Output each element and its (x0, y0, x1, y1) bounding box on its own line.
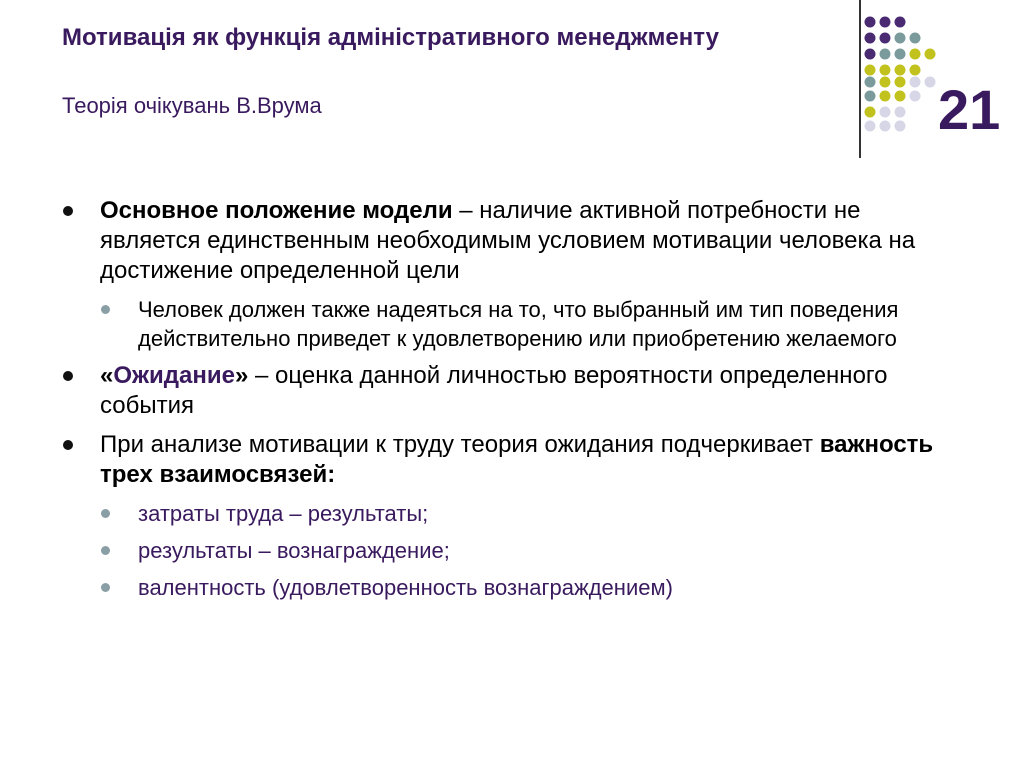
decorative-dot (910, 49, 921, 60)
decorative-dot (925, 49, 936, 60)
decorative-dot (880, 17, 891, 28)
decorative-dot (895, 121, 906, 132)
slide-title: Мотивація як функція адміністративного менеджменту (62, 24, 719, 51)
decorative-dot (895, 33, 906, 44)
decorative-dot (895, 65, 906, 76)
bullet-list (62, 196, 962, 610)
sub-bullet-item (62, 573, 962, 602)
decorative-dot (925, 77, 936, 88)
decorative-dot (895, 49, 906, 60)
slide-subtitle: Теорія очікувань В.Врума (62, 93, 322, 118)
bullet-text: – оценка данной личностью вероятности определенного события (100, 362, 888, 419)
decorative-dot (880, 77, 891, 88)
decorative-dot (910, 65, 921, 76)
sub-bullet-dot (101, 305, 110, 314)
sub-bullet-dot (101, 546, 110, 555)
sub-bullet-item (62, 295, 962, 353)
decorative-dot (865, 77, 876, 88)
bullet-bold-text: Основное положение модели (100, 197, 453, 224)
sub-bullet-item (62, 536, 962, 565)
decorative-dot (910, 77, 921, 88)
bullet-text: – наличие активной потребности не является единственным необходимым условием мотивации человека на достижение определенной цели (100, 197, 916, 284)
decorative-dot (865, 17, 876, 28)
sub-bullet-dot (101, 509, 110, 518)
sub-bullet-dot (101, 583, 110, 592)
decorative-dot (895, 17, 906, 28)
bullet-quote-open: « (100, 362, 114, 389)
decorative-dot (880, 107, 891, 118)
divider-line (859, 0, 861, 158)
bullet-text: При анализе мотивации к труду теория ожидания подчеркивает (100, 431, 820, 458)
bullet-term: Ожидание (113, 362, 235, 389)
bullet-bold-text: важность трех взаимосвязей: (100, 431, 934, 488)
decorative-dot (880, 91, 891, 102)
bullet-item (62, 196, 962, 286)
decorative-dot (880, 121, 891, 132)
decorative-dot (865, 107, 876, 118)
decorative-dot (865, 33, 876, 44)
slide-number: 21 (938, 78, 1001, 141)
bullet-text: затраты труда – результаты; (138, 501, 429, 526)
bullet-quote-close: » (234, 362, 249, 389)
decorative-dot (865, 65, 876, 76)
decorative-dot (865, 49, 876, 60)
decorative-dot (865, 91, 876, 102)
decorative-dot (895, 77, 906, 88)
bullet-dot (63, 371, 73, 381)
bullet-text: валентность (удовлетворенность вознаграждением) (138, 575, 673, 600)
decorative-dot (910, 33, 921, 44)
decorative-dot (880, 49, 891, 60)
sub-bullet-item (62, 499, 962, 528)
bullet-dot (63, 440, 73, 450)
decorative-dot (880, 65, 891, 76)
decorative-dot (865, 121, 876, 132)
bullet-text: результаты – вознаграждение; (138, 538, 450, 563)
bullet-item (62, 361, 962, 421)
bullet-text: Человек должен также надеяться на то, что выбранный им тип поведения действительно приведет к удовлетворению или приобретению желаемого (138, 297, 899, 351)
decorative-dot (910, 91, 921, 102)
bullet-item (62, 430, 962, 490)
decorative-dot (895, 107, 906, 118)
decorative-dot (880, 33, 891, 44)
decorative-dot (895, 91, 906, 102)
bullet-dot (63, 206, 73, 216)
